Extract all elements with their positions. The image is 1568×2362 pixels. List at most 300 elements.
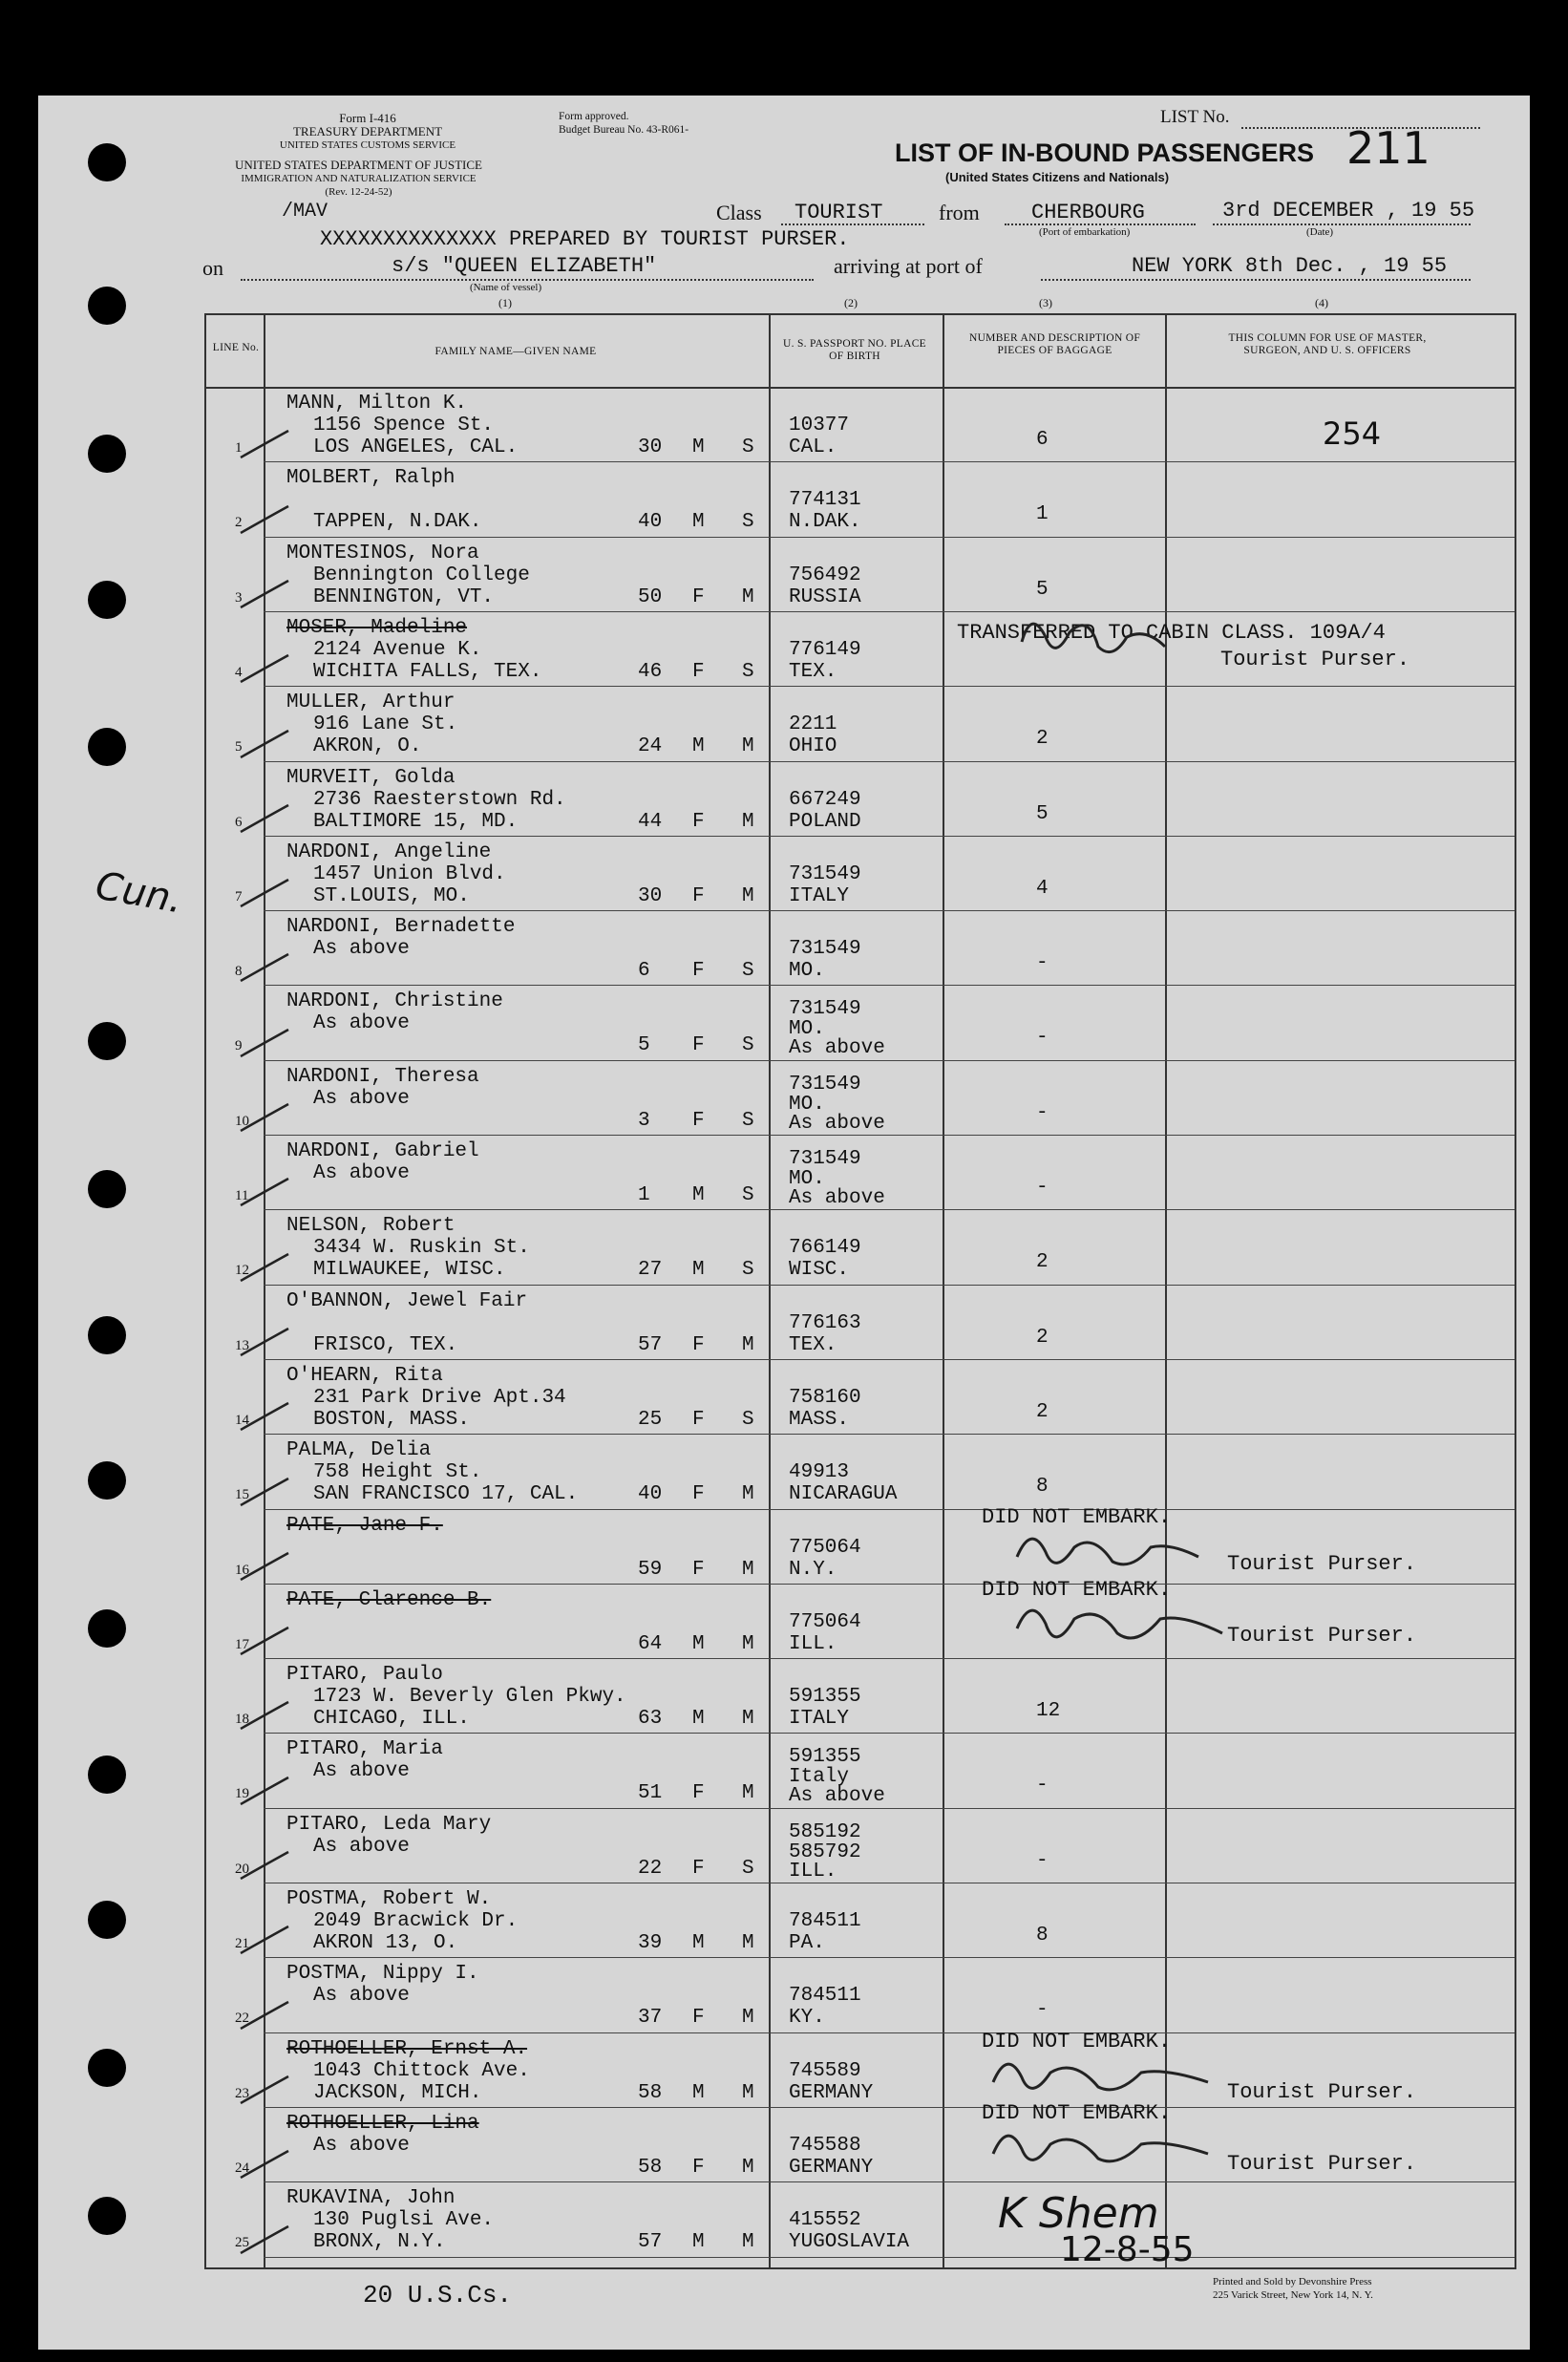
row-divider [264,1060,1515,1061]
address-line-1: 2124 Avenue K. [313,638,482,661]
purser-signature [984,2116,1213,2182]
footer-count: 20 U.S.Cs. [363,2281,513,2309]
age: 58 [638,2156,663,2179]
age: 59 [638,1558,663,1581]
row-divider [264,910,1515,911]
baggage-count: 8 [1036,1925,1049,1947]
line-number: 11 [235,1188,249,1203]
row-divider [264,1658,1515,1659]
passport-number: 756492 [789,564,861,586]
place-of-birth: OHIO [789,735,837,758]
col-divider [943,315,944,2267]
col-num-1: (1) [498,296,512,309]
passenger-name: NARDONI, Christine [286,990,503,1013]
baggage-count: 5 [1036,802,1049,825]
passenger-name: PITARO, Paulo [286,1664,443,1687]
marital-status: M [742,1782,754,1805]
line-number: 13 [235,1337,249,1353]
place-of-birth: YUGOSLAVIA [789,2231,910,2254]
line-number: 18 [235,1712,249,1728]
age: 40 [638,1483,663,1506]
address-line-1: 1723 W. Beverly Glen Pkwy. [313,1686,626,1709]
address-line-1: Bennington College [313,564,530,586]
check-mark-icon [237,2221,294,2259]
place-of-birth: MO. [789,1168,825,1190]
passenger-name: ROTHOELLER, Ernst A. [286,2037,528,2060]
row-divider [264,836,1515,837]
place-of-birth-note: As above [789,1112,885,1135]
check-mark-icon [237,500,294,539]
punch-hole [88,1901,126,1939]
row-divider [264,985,1515,986]
marital-status: M [742,1558,754,1581]
passport-number: 774131 [789,489,861,512]
purser-note-17: Tourist Purser. [1227,1624,1417,1648]
punch-hole [88,581,126,619]
passport-number: 731549 [789,938,861,961]
marital-status: M [742,585,754,608]
address-line-1: As above [313,938,410,961]
marital-status: S [742,1109,754,1132]
baggage-count: - [1036,1849,1049,1872]
line-number: 6 [235,814,243,830]
arrival-line [1041,279,1471,281]
address-line-1: As above [313,2134,410,2157]
sex: M [692,2081,705,2104]
marital-status: M [742,2007,754,2030]
line-number: 2 [235,515,243,531]
address-line-1: 130 Puglsi Ave. [313,2209,495,2232]
prepared-by: XXXXXXXXXXXXXX PREPARED BY TOURIST PURSER. [320,227,850,251]
purser-note-23: Tourist Purser. [1227,2080,1417,2104]
passport-number: 667249 [789,788,861,811]
punch-hole [88,1461,126,1500]
purser-signature [984,2044,1213,2111]
address-line-1: 2736 Raesterstown Rd. [313,788,566,811]
passenger-name: NARDONI, Angeline [286,841,492,863]
baggage-count: - [1036,1177,1049,1199]
passenger-name: RUKAVINA, John [286,2187,456,2210]
age: 30 [638,436,663,458]
col-header-baggage: NUMBER AND DESCRIPTION OF PIECES OF BAGGAGE [968,332,1141,356]
purser-note-24: Tourist Purser. [1227,2152,1417,2176]
place-of-birth-note: As above [789,1785,885,1808]
address-line-1: 1043 Chittock Ave. [313,2059,530,2082]
place-of-birth: N.DAK. [789,511,861,534]
purser-note-16: Tourist Purser. [1227,1552,1417,1576]
passport-number: 776149 [789,638,861,661]
address-line-1: As above [313,1835,410,1858]
line-number: 4 [235,664,243,680]
check-mark-icon [237,799,294,838]
row-divider [264,1135,1515,1136]
passport-number: 731549 [789,862,861,885]
row-divider [264,686,1515,687]
line-number: 12 [235,1263,249,1279]
sex: M [692,1632,705,1655]
place-of-birth: KY. [789,2007,825,2030]
age: 58 [638,2081,663,2104]
place-of-birth: MASS. [789,1408,850,1431]
place-of-birth: NICARAGUA [789,1483,898,1506]
place-of-birth: 585792 [789,1841,861,1863]
address-line-1: 2049 Bracwick Dr. [313,1910,519,1932]
row-divider [264,2107,1515,2108]
marital-status: M [742,2231,754,2254]
marital-status: M [742,2081,754,2104]
check-mark-icon [237,1921,294,1959]
place-of-birth: MO. [789,960,825,983]
marital-status: M [742,1632,754,1655]
marital-status: S [742,1259,754,1282]
place-of-birth: Italy [789,1766,850,1789]
address-line-2: JACKSON, MICH. [313,2081,482,2104]
place-of-birth: ITALY [789,884,850,907]
date-line [1213,223,1471,225]
purser-signature [1007,1590,1227,1662]
place-of-birth: POLAND [789,810,861,833]
address-line-2: LOS ANGELES, CAL. [313,436,519,458]
address-line-1: As above [313,1985,410,2008]
purser-signature [1007,1519,1208,1585]
sex: M [692,511,705,534]
row-divider [264,2032,1515,2033]
marital-status: M [742,735,754,758]
officer-count: 254 [1323,415,1382,452]
line-number: 20 [235,1861,249,1877]
passenger-name: PATE, Clarence B. [286,1588,492,1611]
inspector-date: 12-8-55 [1060,2230,1195,2269]
place-of-birth: WISC. [789,1259,850,1282]
punch-hole [88,1170,126,1208]
age: 3 [638,1109,650,1132]
check-mark-icon [237,1772,294,1810]
check-mark-icon [237,948,294,987]
sex: F [692,1408,705,1431]
purser-note: Tourist Purser. [1220,648,1410,671]
sex: F [692,1034,705,1057]
row-divider [264,611,1515,612]
col-num-2: (2) [844,296,858,309]
passport-number: 731549 [789,1073,861,1096]
line-number: 10 [235,1113,249,1129]
address-line-1: 758 Height St. [313,1461,482,1484]
from-value: CHERBOURG [1031,201,1145,224]
marital-status: S [742,1857,754,1880]
from-sublabel: (Port of embarkation) [1039,226,1131,238]
transferred-note: TRANSFERRED TO CABIN CLASS. 109A/4 [957,621,1386,645]
row-divider [264,1957,1515,1958]
age: 39 [638,1932,663,1954]
from-label: from [939,201,980,224]
sex: F [692,2007,705,2030]
passenger-name: O'BANNON, Jewel Fair [286,1289,528,1312]
sex: M [692,2231,705,2254]
line-number: 7 [235,888,243,904]
passenger-name: NARDONI, Theresa [286,1065,479,1088]
marital-status: S [742,1184,754,1206]
passenger-name: POSTMA, Robert W. [286,1888,492,1910]
vessel-name: s/s "QUEEN ELIZABETH" [392,254,657,278]
sex: F [692,1782,705,1805]
col-divider [769,315,771,2267]
marital-status: S [742,1034,754,1057]
punch-hole [88,2049,126,2087]
passport-number: 415552 [789,2209,861,2232]
list-no-value: 211 [1346,122,1430,174]
purser-signature [1003,604,1194,680]
place-of-birth: ITALY [789,1708,850,1731]
age: 51 [638,1782,663,1805]
row-divider [264,1808,1515,1809]
address-line-1: As above [313,1760,410,1783]
form-id-block: Form I-416 TREASURY DEPARTMENT UNITED STATES CUSTOMS SERVICE [279,111,456,151]
baggage-count: 2 [1036,1400,1049,1423]
clerk-initials: /MAV [282,201,328,223]
passport-number: 591355 [789,1746,861,1769]
check-mark-icon [237,2145,294,2183]
baggage-count: 1 [1036,503,1049,526]
passenger-name: MULLER, Arthur [286,692,456,714]
address-line-1: 231 Park Drive Apt.34 [313,1386,566,1409]
passenger-name: PATE, Jane F. [286,1514,443,1537]
marital-status: M [742,2156,754,2179]
header-rule [204,387,1515,389]
marital-status: M [742,1708,754,1731]
passenger-name: NARDONI, Gabriel [286,1140,479,1162]
baggage-count: 5 [1036,578,1049,601]
check-mark-icon [237,1248,294,1287]
address-line-1: 3434 W. Ruskin St. [313,1237,530,1260]
row-divider [264,1209,1515,1210]
check-mark-icon [237,575,294,613]
address-line-2: AKRON, O. [313,735,422,758]
page-title: LIST OF IN-BOUND PASSENGERS [895,138,1315,167]
margin-note: Cun. [92,863,186,923]
form-approved-block: Form approved. Budget Bureau No. 43-R061- [559,111,689,136]
check-mark-icon [237,725,294,763]
check-mark-icon [237,874,294,912]
passport-number: 731549 [789,998,861,1021]
passport-number: 731549 [789,1148,861,1170]
sex: F [692,1333,705,1356]
col-header-passport: U. S. PASSPORT NO. PLACE OF BIRTH [783,338,926,362]
sex: F [692,1857,705,1880]
address-line-2: ST.LOUIS, MO. [313,884,470,907]
arrival-port-date: NEW YORK 8th Dec. , 19 55 [1132,254,1448,278]
passenger-name: O'HEARN, Rita [286,1364,443,1387]
baggage-count: - [1036,1101,1049,1124]
marital-status: S [742,960,754,983]
check-mark-icon [237,1547,294,1585]
row-divider [264,537,1515,538]
address-line-2: CHICAGO, ILL. [313,1708,470,1731]
passport-number: 766149 [789,1237,861,1260]
punch-hole [88,1316,126,1354]
class-label: Class [716,201,762,224]
punch-hole [88,287,126,325]
address-line-2: SAN FRANCISCO 17, CAL. [313,1483,579,1506]
line-number: 5 [235,739,243,755]
address-line-2: BRONX, N.Y. [313,2231,446,2254]
line-number: 17 [235,1636,249,1652]
age: 57 [638,1333,663,1356]
page-subtitle: (United States Citizens and Nationals) [945,170,1170,184]
sex: F [692,810,705,833]
address-line-2: BALTIMORE 15, MD. [313,810,519,833]
line-number: 14 [235,1412,249,1428]
passport-number: 784511 [789,1910,861,1932]
check-mark-icon [237,649,294,688]
age: 24 [638,735,663,758]
place-of-birth: GERMANY [789,2081,874,2104]
address-line-2: FRISCO, TEX. [313,1333,458,1356]
marital-status: M [742,1483,754,1506]
baggage-count: - [1036,1999,1049,2022]
did-not-embark-16: DID NOT EMBARK. [982,1505,1172,1529]
passport-number: 585192 [789,1820,861,1843]
age: 46 [638,660,663,683]
punch-hole [88,2197,126,2235]
baggage-count: 6 [1036,429,1049,451]
place-of-birth: PA. [789,1932,825,1954]
marital-status: M [742,810,754,833]
sex: M [692,735,705,758]
marital-status: M [742,1333,754,1356]
place-of-birth: TEX. [789,1333,837,1356]
marital-status: M [742,884,754,907]
line-number: 22 [235,2011,249,2027]
line-number: 15 [235,1487,249,1503]
age: 50 [638,585,663,608]
row-divider [264,1285,1515,1286]
row-divider [264,461,1515,462]
passenger-name: POSTMA, Nippy I. [286,1963,479,1986]
address-line-1: 1156 Spence St. [313,415,495,436]
address-line-1: As above [313,1162,410,1184]
marital-status: S [742,511,754,534]
age: 5 [638,1034,650,1057]
place-of-birth: ILL. [789,1632,837,1655]
check-mark-icon [237,1397,294,1436]
passenger-name: MOLBERT, Ralph [286,467,456,490]
address-line-1: As above [313,1012,410,1035]
age: 44 [638,810,663,833]
punch-hole [88,728,126,766]
place-of-birth: CAL. [789,436,837,458]
place-of-birth: N.Y. [789,1558,837,1581]
baggage-count: 2 [1036,728,1049,751]
marital-status: S [742,660,754,683]
sex: F [692,585,705,608]
age: 25 [638,1408,663,1431]
passport-number: 745589 [789,2059,861,2082]
age: 64 [638,1632,663,1655]
line-number: 9 [235,1038,243,1054]
sex: M [692,436,705,458]
sex: M [692,1259,705,1282]
line-number: 8 [235,964,243,980]
row-divider [264,1509,1515,1510]
punch-hole [88,1756,126,1794]
check-mark-icon [237,1173,294,1211]
row-divider [264,1733,1515,1734]
age: 1 [638,1184,650,1206]
age: 37 [638,2007,663,2030]
passenger-name: MOSER, Madeline [286,616,468,639]
place-of-birth: RUSSIA [789,585,861,608]
line-number: 3 [235,589,243,606]
line-number: 21 [235,1936,249,1951]
passenger-name: MONTESINOS, Nora [286,542,479,564]
place-of-birth: GERMANY [789,2156,874,2179]
place-of-birth-note: As above [789,1037,885,1060]
class-value: TOURIST [795,201,883,224]
baggage-count: - [1036,1775,1049,1798]
sex: F [692,960,705,983]
baggage-count: 12 [1036,1700,1061,1723]
age: 27 [638,1259,663,1282]
passport-number: 49913 [789,1461,850,1484]
check-mark-icon [237,1098,294,1137]
passport-number: 745588 [789,2134,861,2157]
baggage-count: 4 [1036,877,1049,900]
row-divider [264,2181,1515,2182]
sex: F [692,1109,705,1132]
on-label: on [202,256,223,280]
check-mark-icon [237,1323,294,1361]
passenger-name: PITARO, Maria [286,1738,443,1761]
passenger-name: NELSON, Robert [286,1215,456,1238]
address-line-2: BOSTON, MASS. [313,1408,470,1431]
passport-number: 775064 [789,1536,861,1559]
place-of-birth-note: ILL. [789,1860,837,1883]
sex: M [692,1932,705,1954]
address-line-2: AKRON 13, O. [313,1932,458,1954]
sex: M [692,1708,705,1731]
place-of-birth-note: As above [789,1187,885,1209]
punch-hole [88,1609,126,1648]
vessel-sublabel: (Name of vessel) [470,282,542,293]
passenger-name: PITARO, Leda Mary [286,1813,492,1836]
arriving-label: arriving at port of [834,254,983,278]
col-num-3: (3) [1039,296,1052,309]
check-mark-icon [237,1996,294,2034]
address-line-2: MILWAUKEE, WISC. [313,1259,506,1282]
baggage-count: 8 [1036,1476,1049,1499]
marital-status: S [742,436,754,458]
row-divider [264,761,1515,762]
line-number: 19 [235,1786,249,1802]
punch-hole [88,435,126,473]
line-number: 23 [235,2085,249,2101]
sex: F [692,2156,705,2179]
passenger-name: MANN, Milton K. [286,393,468,415]
sex: F [692,1558,705,1581]
line-number: 25 [235,2235,249,2251]
doj-block: UNITED STATES DEPARTMENT OF JUSTICE IMMIGRATION AND NATURALIZATION SERVICE (Rev. 12-24-52) [235,158,482,198]
col-num-4: (4) [1315,296,1328,309]
age: 6 [638,960,650,983]
place-of-birth: MO. [789,1093,825,1116]
col-header-line: LINE No. [212,342,260,353]
passport-number: 775064 [789,1610,861,1633]
printer-credit: Printed and Sold by Devonshire Press 225 Varick Street, New York 14, N. Y. [1213,2276,1373,2301]
address-line-2: WICHITA FALLS, TEX. [313,660,542,683]
check-mark-icon [237,1622,294,1660]
passport-number: 758160 [789,1386,861,1409]
row-divider [264,1434,1515,1435]
